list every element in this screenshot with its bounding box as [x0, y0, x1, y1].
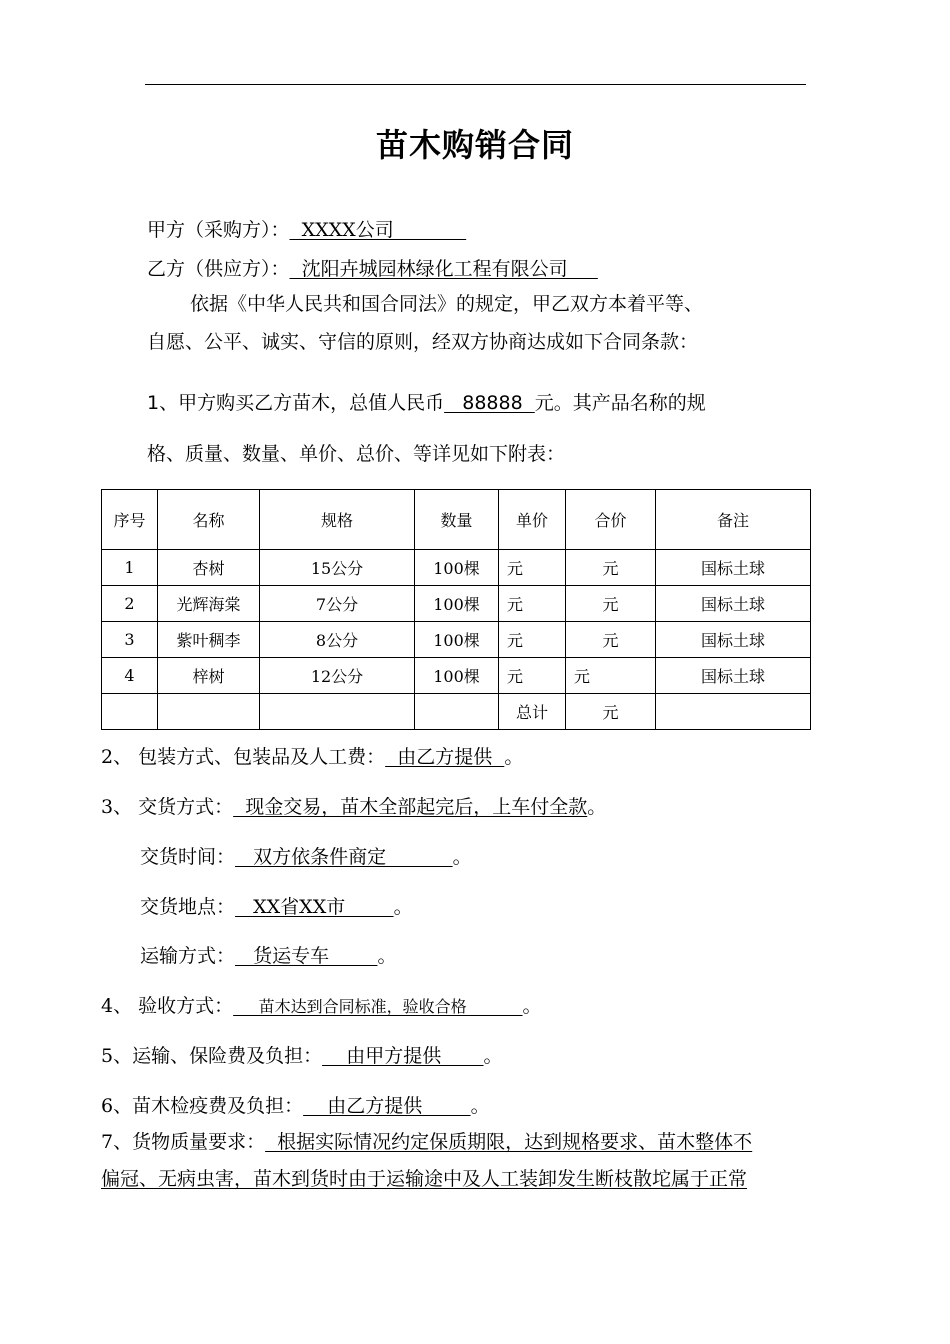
clause-7-line-2: [101, 1167, 747, 1191]
intro-line-1: 依据《中华人民共和国合同法》的规定，甲乙双方本着平等、: [190, 293, 704, 315]
header-cell: 合价: [566, 490, 656, 550]
table-cell: 100棵: [415, 658, 499, 694]
transport-mode-end: 。: [377, 945, 397, 967]
clause-2-value: 由乙方提供: [385, 746, 505, 768]
clause-1-amount: 88888: [444, 392, 535, 414]
table-cell: 100棵: [415, 586, 499, 622]
clause-1-text-a: 、甲方购买乙方苗木，总值人民币: [159, 392, 445, 414]
clause-3-value: 现金交易，苗木全部起完后，上车付全款: [233, 796, 588, 818]
clause-7-line-1: [101, 1130, 752, 1154]
party-a-line: [147, 218, 466, 242]
delivery-time-line: [140, 845, 472, 869]
clause-3-end: 。: [587, 796, 607, 818]
total-label: 总计: [499, 694, 566, 730]
table-cell: 1: [102, 550, 158, 586]
clause-7-label: 7、货物质量要求：: [101, 1131, 266, 1153]
table-cell: 7公分: [260, 586, 415, 622]
table-cell: 杏树: [158, 550, 260, 586]
delivery-time-end: 。: [452, 846, 472, 868]
transport-mode-line: [140, 944, 396, 968]
table-cell: [102, 694, 158, 730]
header-cell: 名称: [158, 490, 260, 550]
table-cell: [415, 694, 499, 730]
table-header-row: [102, 490, 811, 550]
clause-3-label: 3、 交货方式：: [101, 796, 234, 818]
header-rule: [145, 84, 806, 85]
table-cell: 100棵: [415, 550, 499, 586]
table-row: [102, 658, 811, 694]
clause-1-line-2: 格、质量、数量、单价、总价、等详见如下附表：: [147, 443, 566, 465]
table-cell: 国标土球: [656, 586, 811, 622]
page-title: 苗木购销合同: [375, 126, 574, 164]
delivery-place-label: 交货地点：: [140, 896, 236, 918]
clause-4-value: 苗木达到合同标准，验收合格: [233, 997, 523, 1016]
clause-5-line: [101, 1044, 503, 1068]
table-cell: 梓树: [158, 658, 260, 694]
table-cell: 元: [499, 586, 566, 622]
header-cell: 数量: [415, 490, 499, 550]
table-row: [102, 550, 811, 586]
table-cell: 元: [566, 586, 656, 622]
clause-2-line: [101, 745, 523, 769]
table-cell: 元: [566, 622, 656, 658]
clause-1-number: 1: [147, 392, 160, 414]
table-row: [102, 622, 811, 658]
delivery-place-line: [140, 895, 413, 919]
table-cell: 元: [566, 658, 656, 694]
total-value: 元: [566, 694, 656, 730]
product-table: [101, 489, 811, 730]
table-cell: 国标土球: [656, 550, 811, 586]
table-cell: 4: [102, 658, 158, 694]
delivery-place-value: XX省XX市: [235, 896, 394, 918]
header-cell: 序号: [102, 490, 158, 550]
table-total-row: [102, 694, 811, 730]
transport-mode-value: 货运专车: [235, 945, 378, 967]
clause-5-label: 5、运输、保险费及负担：: [101, 1045, 323, 1067]
party-a-label: 甲方（采购方）：: [147, 219, 290, 241]
table-cell: 100棵: [415, 622, 499, 658]
header-cell: 单价: [499, 490, 566, 550]
clause-2-label: 2、 包装方式、包装品及人工费：: [101, 746, 386, 768]
clause-4-line: [101, 994, 542, 1019]
clause-5-value: 由甲方提供: [322, 1045, 484, 1067]
table-cell: 元: [499, 622, 566, 658]
intro-line-2: 自愿、公平、诚实、守信的原则，经双方协商达成如下合同条款：: [147, 331, 699, 353]
table-cell: [656, 694, 811, 730]
transport-mode-label: 运输方式：: [140, 945, 236, 967]
table-cell: 元: [499, 550, 566, 586]
table-cell: 2: [102, 586, 158, 622]
party-b-value: 沈阳卉城园林绿化工程有限公司: [289, 258, 598, 280]
clause-5-end: 。: [483, 1045, 503, 1067]
clause-6-end: 。: [470, 1095, 490, 1117]
clause-6-label: 6、苗木检疫费及负担：: [101, 1095, 304, 1117]
table-cell: [158, 694, 260, 730]
clause-6-line: [101, 1094, 490, 1118]
delivery-time-value: 双方依条件商定: [235, 846, 453, 868]
party-b-line: [147, 257, 598, 281]
table-cell: 光辉海棠: [158, 586, 260, 622]
clause-7-value-2: 偏冠、无病虫害，苗木到货时由于运输途中及人工装卸发生断枝散坨属于正常: [101, 1168, 748, 1190]
delivery-time-label: 交货时间：: [140, 846, 236, 868]
table-cell: 元: [499, 658, 566, 694]
clause-3-line: [101, 795, 606, 819]
clause-7-value-1: 根据实际情况约定保质期限，达到规格要求、苗木整体不: [265, 1131, 753, 1153]
header-cell: 备注: [656, 490, 811, 550]
clause-4-label: 4、 验收方式：: [101, 995, 234, 1017]
table-cell: 国标土球: [656, 658, 811, 694]
party-b-label: 乙方（供应方）：: [147, 258, 290, 280]
table-row: [102, 586, 811, 622]
delivery-place-end: 。: [393, 896, 413, 918]
table-cell: 元: [566, 550, 656, 586]
table-cell: [260, 694, 415, 730]
table-cell: 8公分: [260, 622, 415, 658]
party-a-value: XXXX公司: [289, 219, 467, 241]
table-cell: 3: [102, 622, 158, 658]
clause-6-value: 由乙方提供: [303, 1095, 471, 1117]
table-cell: 12公分: [260, 658, 415, 694]
table-cell: 紫叶稠李: [158, 622, 260, 658]
header-cell: 规格: [260, 490, 415, 550]
table-cell: 15公分: [260, 550, 415, 586]
table-cell: 国标土球: [656, 622, 811, 658]
clause-1-line-1: [147, 391, 706, 415]
clause-4-end: 。: [522, 995, 542, 1017]
clause-2-end: 。: [504, 746, 524, 768]
clause-1-text-b: 元。其产品名称的规: [534, 392, 706, 414]
